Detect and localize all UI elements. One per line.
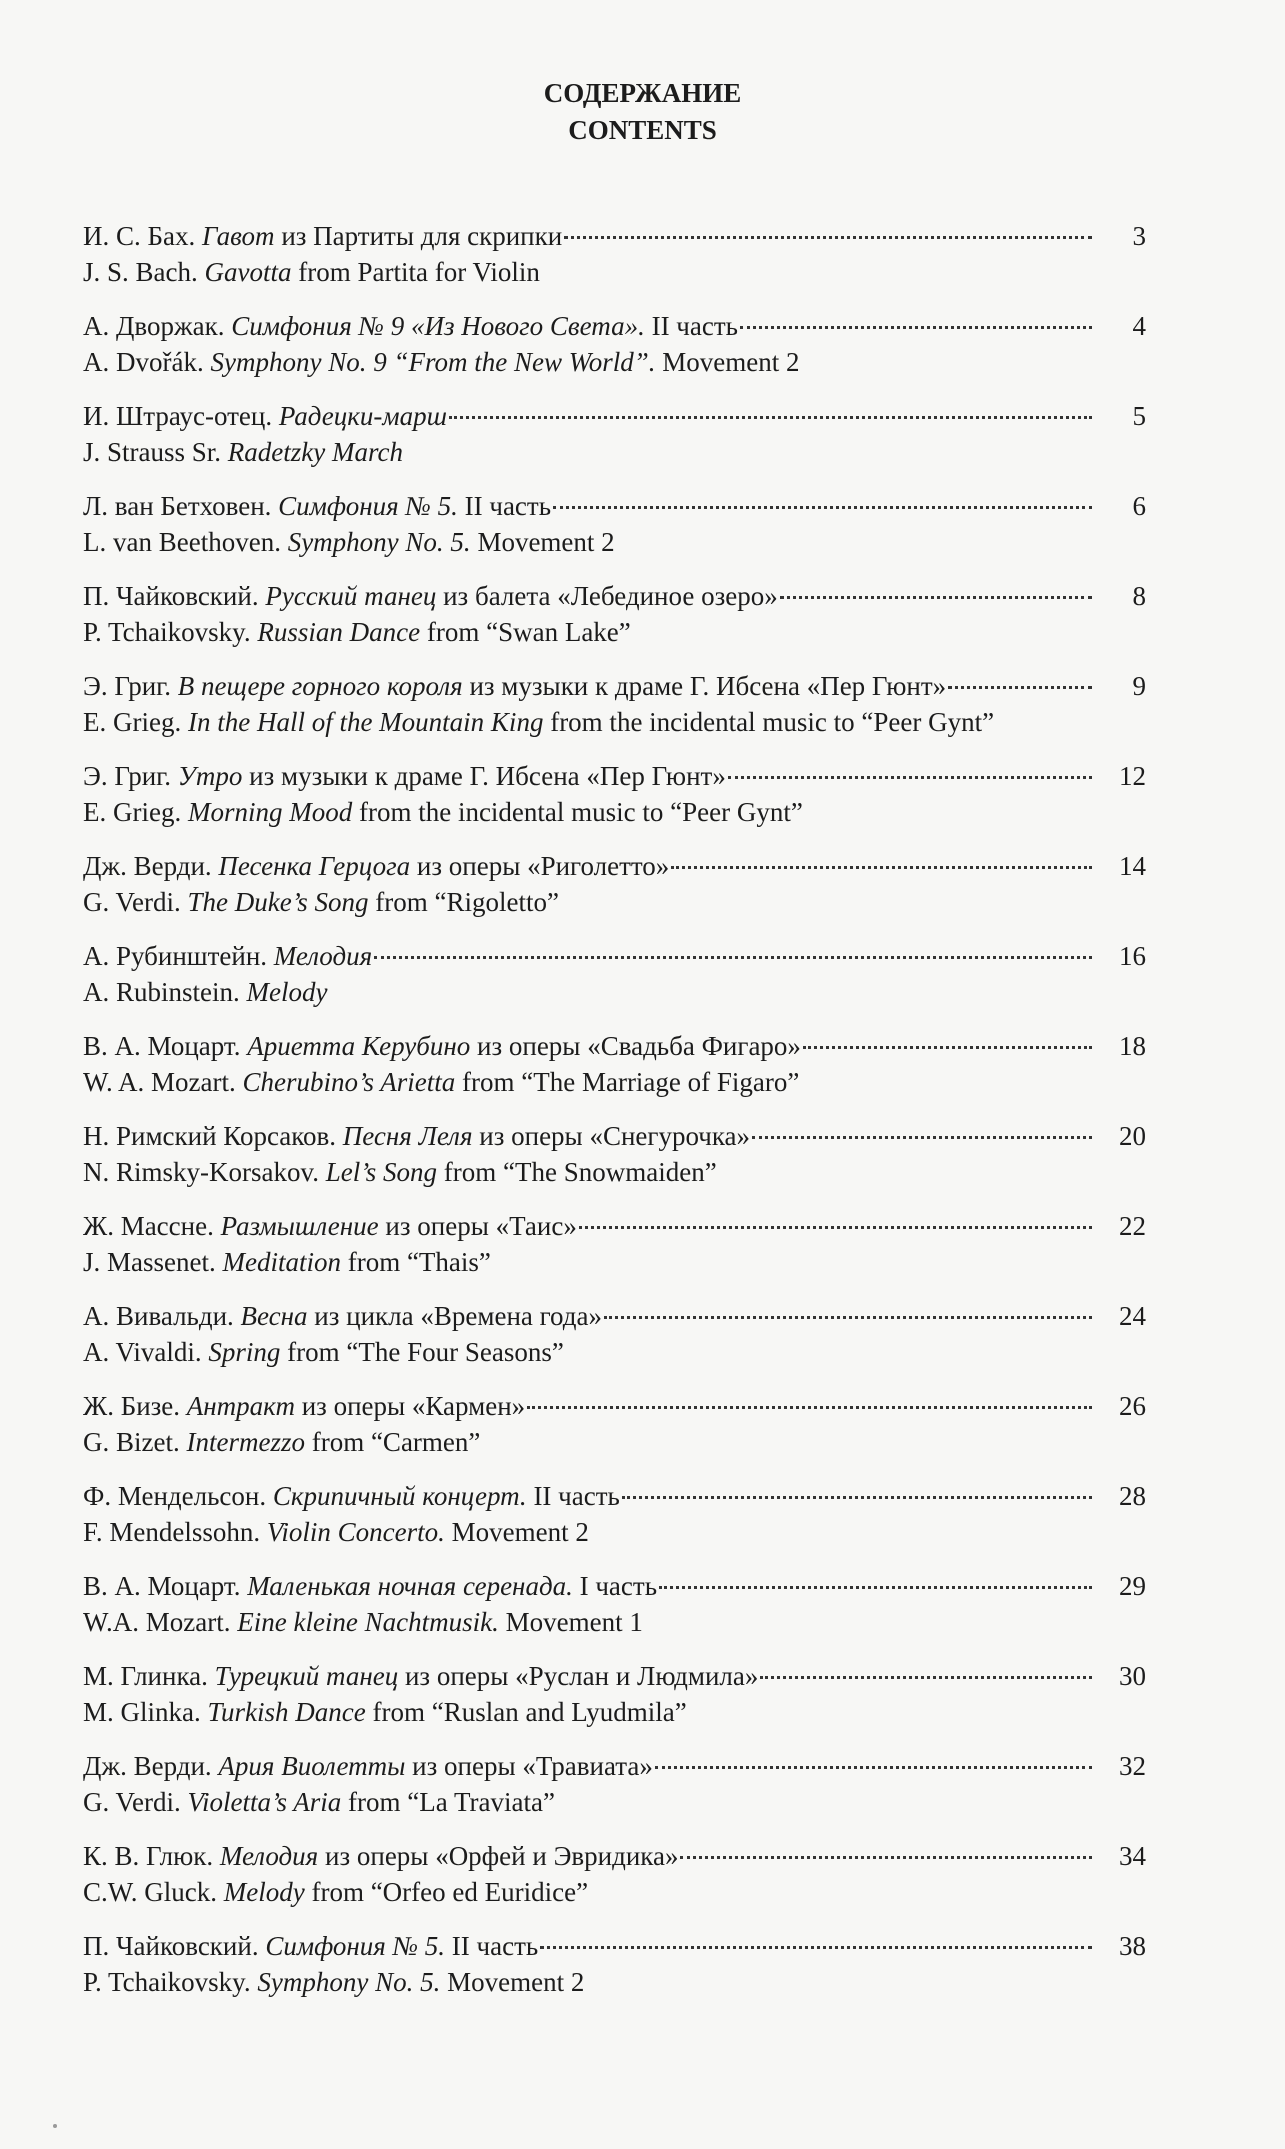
ru-work-detail: из музыки к драме Г. Ибсена «Пер Гюнт» [249,761,726,791]
ru-work-title: Размышление [220,1211,379,1241]
en-work-title: Melody [223,1877,305,1907]
page-number: 9 [1132,671,1146,701]
ru-work-detail: из музыки к драме Г. Ибсена «Пер Гюнт» [469,671,947,701]
toc-entry-en-line [83,434,1146,470]
toc-entry [83,1568,1146,1658]
toc-entry-ru-title [83,1028,801,1064]
en-work-title: Symphony No. 5. [257,1967,441,1997]
toc-entry-ru-line [83,1208,1146,1244]
ru-work-detail: II часть [651,311,738,341]
ru-work-detail: II часть [464,491,552,521]
ru-author: К. В. Глюк. [83,1841,214,1871]
ru-work-detail: из оперы «Таис» [385,1211,577,1241]
toc-entry [83,1028,1146,1118]
ru-work-title: В пещере горного короля [177,671,463,701]
ru-author: И. Штраус-отец. [83,401,273,431]
ru-work-title: Песня Леля [342,1121,473,1151]
en-author: A. Vivaldi. [83,1337,202,1367]
toc-entry-ru-line [83,488,1146,524]
toc-entry-en-line [83,794,1146,830]
page-number: 8 [1132,581,1146,611]
en-work-title: Lel’s Song [325,1157,438,1187]
toc-entry-ru-title [83,488,551,524]
page-number: 3 [1132,221,1146,251]
ru-author: Ж. Бизе. [83,1391,181,1421]
toc-entry-ru-line [83,1748,1146,1784]
toc-entry-en-line [83,614,1146,650]
en-work-detail: from “Ruslan and Lyudmila” [372,1697,687,1727]
en-work-title: Eine kleine Nachtmusik. [237,1607,499,1637]
toc-entry-en-line [83,254,1146,290]
toc-entry-ru-line [83,308,1146,344]
page-number: 4 [1132,311,1146,341]
ru-author: Ж. Массне. [83,1211,214,1241]
ru-work-title: Турецкий танец [214,1661,399,1691]
ru-work-title: Ария Виолетты [218,1751,406,1781]
ru-work-title: Симфония № 9 «Из Нового Света». [231,311,645,341]
ru-work-detail: из оперы «Орфей и Эвридика» [325,1841,679,1871]
en-work-detail: from “La Traviata” [348,1787,555,1817]
leader-dots [948,686,1092,689]
en-author: G. Verdi. [83,887,181,917]
toc-entry [83,218,1146,308]
ru-work-title: Русский танец [265,581,437,611]
en-author: J. Massenet. [83,1247,216,1277]
toc-entry-en-line [83,974,1146,1010]
leader-dots [540,1946,1092,1949]
toc-entry-ru-line [83,758,1146,794]
en-author: J. S. Bach. [83,257,198,287]
en-author: G. Bizet. [83,1427,180,1457]
en-work-detail: from “The Four Seasons” [287,1337,564,1367]
toc-entry-ru-title [83,938,372,974]
ru-work-title: Симфония № 5. [265,1931,446,1961]
toc-entry-ru-line [83,1658,1146,1694]
toc-entry [83,758,1146,848]
contents-title-ru: СОДЕРЖАНИЕ [543,78,742,108]
toc-entry-ru-title [83,1748,653,1784]
en-work-detail: from “Orfeo ed Euridice” [311,1877,589,1907]
en-work-title: The Duke’s Song [187,887,369,917]
page-number: 26 [1119,1391,1146,1421]
toc-entry-ru-line [83,1028,1146,1064]
ru-work-detail: из оперы «Свадьба Фигаро» [477,1031,801,1061]
page-number: 20 [1119,1121,1146,1151]
toc-entry [83,1298,1146,1388]
page-number: 28 [1119,1481,1146,1511]
page-number: 14 [1119,851,1146,881]
ru-author: А. Вивальди. [83,1301,234,1331]
leader-dots [655,1766,1092,1769]
leader-dots [728,776,1092,779]
ru-work-title: Утро [177,761,243,791]
en-author: A. Rubinstein. [83,977,240,1007]
en-author: N. Rimsky-Korsakov. [83,1157,319,1187]
leader-dots [553,506,1092,509]
toc-entry-ru-line [83,1388,1146,1424]
en-work-title: Gavotta [204,257,292,287]
en-author: W. A. Mozart. [83,1067,236,1097]
contents-title-en: CONTENTS [568,115,717,145]
page-number: 16 [1119,941,1146,971]
toc-entry-ru-title [83,1568,657,1604]
toc-entry-en-line [83,1874,1146,1910]
ru-work-title: Песенка Герцога [218,851,411,881]
en-author: P. Tchaikovsky. [83,1967,251,1997]
leader-dots [564,236,1092,239]
ru-work-detail: из цикла «Времена года» [314,1301,602,1331]
ru-work-title: Весна [240,1301,308,1331]
toc-entry [83,1478,1146,1568]
toc-entry-en-line [83,1154,1146,1190]
toc-entry [83,308,1146,398]
toc-entry [83,1208,1146,1298]
en-work-detail: Movement 2 [447,1967,585,1997]
ru-work-title: Скрипичный концерт. [272,1481,527,1511]
toc-entry-ru-line [83,1298,1146,1334]
toc-entry [83,1658,1146,1748]
toc-entry-en-line [83,1424,1146,1460]
toc-entry-en-line [83,1604,1146,1640]
toc-entry-ru-title [83,1298,602,1334]
leader-dots [760,1676,1092,1679]
ru-work-title: Гавот [202,221,275,251]
toc-entry-ru-line [83,848,1146,884]
toc-entry-ru-title [83,398,447,434]
toc-entry-ru-title [83,1838,678,1874]
en-author: P. Tchaikovsky. [83,617,251,647]
en-author: G. Verdi. [83,1787,181,1817]
toc-entry-ru-title [83,1478,620,1514]
toc-entry-ru-title [83,758,726,794]
en-work-detail: Movement 2 [477,527,615,557]
en-work-title: Russian Dance [257,617,421,647]
toc-entry-ru-line [83,668,1146,704]
en-work-title: In the Hall of the Mountain King [187,707,544,737]
toc-entry-ru-line [83,398,1146,434]
toc-entry-en-line [83,1334,1146,1370]
page-number: 22 [1119,1211,1146,1241]
en-author: J. Strauss Sr. [83,437,222,467]
leader-dots [527,1406,1092,1409]
ru-work-detail: из оперы «Риголетто» [416,851,670,881]
page-number: 12 [1119,761,1146,791]
toc-entry-ru-title [83,1928,538,1964]
ru-author: Э. Григ. [83,671,171,701]
toc-entry [83,1928,1146,2018]
en-author: M. Glinka. [83,1697,201,1727]
toc-entry-ru-line [83,1478,1146,1514]
ru-work-detail: II часть [451,1931,539,1961]
toc-entry [83,1838,1146,1928]
table-of-contents [83,218,1146,2018]
en-work-detail: Movement 1 [505,1607,643,1637]
en-author: L. van Beethoven. [83,527,281,557]
page-number: 6 [1132,491,1146,521]
ru-author: П. Чайковский. [83,1931,259,1961]
ru-work-detail: из Партиты для скрипки [281,221,563,251]
en-work-detail: from the incidental music to “Peer Gynt” [550,707,995,737]
en-work-detail: from “Swan Lake” [426,617,631,647]
page-number: 34 [1119,1841,1146,1871]
toc-entry-ru-title [83,308,738,344]
toc-entry-ru-title [83,668,946,704]
leader-dots [604,1316,1092,1319]
toc-entry [83,1748,1146,1838]
leader-dots [671,866,1092,869]
toc-entry [83,398,1146,488]
en-work-title: Morning Mood [187,797,353,827]
ru-author: Дж. Верди. [83,1751,212,1781]
ru-work-detail: из оперы «Кармен» [301,1391,526,1421]
page-number: 32 [1119,1751,1146,1781]
en-work-title: Radetzky March [227,437,403,467]
toc-entry [83,1118,1146,1208]
toc-entry [83,668,1146,758]
leader-dots [449,416,1092,419]
page-number: 30 [1119,1661,1146,1691]
ru-work-detail: из оперы «Руслан и Людмила» [404,1661,759,1691]
page-number: 29 [1119,1571,1146,1601]
toc-entry-en-line [83,524,1146,560]
ru-work-detail: II часть [533,1481,620,1511]
toc-entry [83,938,1146,1028]
en-author: F. Mendelssohn. [83,1517,261,1547]
en-work-title: Turkish Dance [207,1697,366,1727]
ru-author: В. А. Моцарт. [83,1031,241,1061]
ru-work-title: Мелодия [273,941,373,971]
toc-entry-ru-line [83,1928,1146,1964]
en-work-title: Symphony No. 5. [287,527,471,557]
toc-entry-ru-title [83,1388,525,1424]
ru-work-title: Мелодия [219,1841,319,1871]
toc-entry-ru-title [83,218,562,254]
page-number: 38 [1119,1931,1146,1961]
toc-entry-en-line [83,1964,1146,2000]
ru-author: В. А. Моцарт. [83,1571,241,1601]
ru-work-detail: I часть [579,1571,658,1601]
toc-entry-ru-title [83,1118,750,1154]
ru-work-title: Симфония № 5. [278,491,458,521]
en-work-title: Symphony No. 9 “From the New World”. [210,347,656,377]
ru-author: М. Глинка. [83,1661,208,1691]
ru-author: Ф. Мендельсон. [83,1481,267,1511]
toc-entry-ru-line [83,1568,1146,1604]
page-speck [53,2124,57,2128]
toc-entry [83,1388,1146,1478]
contents-header [0,75,1285,149]
toc-entry-en-line [83,1784,1146,1820]
leader-dots [659,1586,1092,1589]
ru-work-detail: из оперы «Снегурочка» [479,1121,751,1151]
leader-dots [740,326,1092,329]
leader-dots [579,1226,1092,1229]
toc-entry-ru-line [83,218,1146,254]
ru-work-title: Антракт [186,1391,295,1421]
en-work-title: Cherubino’s Arietta [242,1067,456,1097]
en-work-detail: from Partita for Violin [298,257,540,287]
en-work-detail: Movement 2 [451,1517,589,1547]
ru-work-title: Радецки-марш [278,401,448,431]
toc-entry-en-line [83,1514,1146,1550]
ru-author: Дж. Верди. [83,851,212,881]
toc-entry-en-line [83,1694,1146,1730]
en-work-title: Intermezzo [186,1427,305,1457]
en-work-detail: from “Thais” [347,1247,491,1277]
en-work-title: Spring [208,1337,281,1367]
toc-entry-ru-title [83,1658,758,1694]
toc-entry-en-line [83,1064,1146,1100]
en-work-detail: from “The Snowmaiden” [443,1157,717,1187]
ru-author: А. Рубинштейн. [83,941,268,971]
ru-author: П. Чайковский. [83,581,259,611]
toc-entry [83,578,1146,668]
toc-entry-ru-line [83,938,1146,974]
toc-entry-ru-line [83,578,1146,614]
page-number: 18 [1119,1031,1146,1061]
en-work-detail: from “Carmen” [311,1427,481,1457]
toc-entry-en-line [83,884,1146,920]
ru-work-title: Маленькая ночная серенада. [247,1571,573,1601]
en-work-detail: from the incidental music to “Peer Gynt” [358,797,803,827]
en-work-title: Violin Concerto. [266,1517,445,1547]
toc-entry-ru-line [83,1838,1146,1874]
en-work-title: Violetta’s Aria [187,1787,342,1817]
en-author: C.W. Gluck. [83,1877,217,1907]
toc-entry-ru-title [83,1208,577,1244]
leader-dots [780,596,1092,599]
page-number: 24 [1119,1301,1146,1331]
en-work-detail: from “The Marriage of Figaro” [462,1067,800,1097]
ru-work-detail: из балета «Лебединое озеро» [443,581,778,611]
en-author: E. Grieg. [83,797,182,827]
page-number: 5 [1132,401,1146,431]
leader-dots [680,1856,1092,1859]
ru-author: Н. Римский Корсаков. [83,1121,337,1151]
en-work-detail: Movement 2 [662,347,800,377]
toc-entry-ru-title [83,578,778,614]
en-work-title: Melody [246,977,328,1007]
toc-entry-en-line [83,344,1146,380]
toc-entry-ru-title [83,848,669,884]
leader-dots [752,1136,1092,1139]
toc-entry [83,488,1146,578]
toc-entry-en-line [83,1244,1146,1280]
toc-entry [83,848,1146,938]
toc-entry-ru-line [83,1118,1146,1154]
en-author: W.A. Mozart. [83,1607,231,1637]
ru-work-detail: из оперы «Травиата» [412,1751,653,1781]
leader-dots [803,1046,1092,1049]
en-author: E. Grieg. [83,707,182,737]
ru-author: А. Дворжак. [83,311,225,341]
leader-dots [622,1496,1092,1499]
toc-entry-en-line [83,704,1146,740]
en-author: A. Dvořák. [83,347,204,377]
en-work-title: Meditation [222,1247,341,1277]
en-work-detail: from “Rigoletto” [375,887,559,917]
ru-work-title: Ариетта Керубино [247,1031,471,1061]
ru-author: И. С. Бах. [83,221,196,251]
ru-author: Л. ван Бетховен. [83,491,272,521]
ru-author: Э. Григ. [83,761,171,791]
leader-dots [374,956,1092,959]
